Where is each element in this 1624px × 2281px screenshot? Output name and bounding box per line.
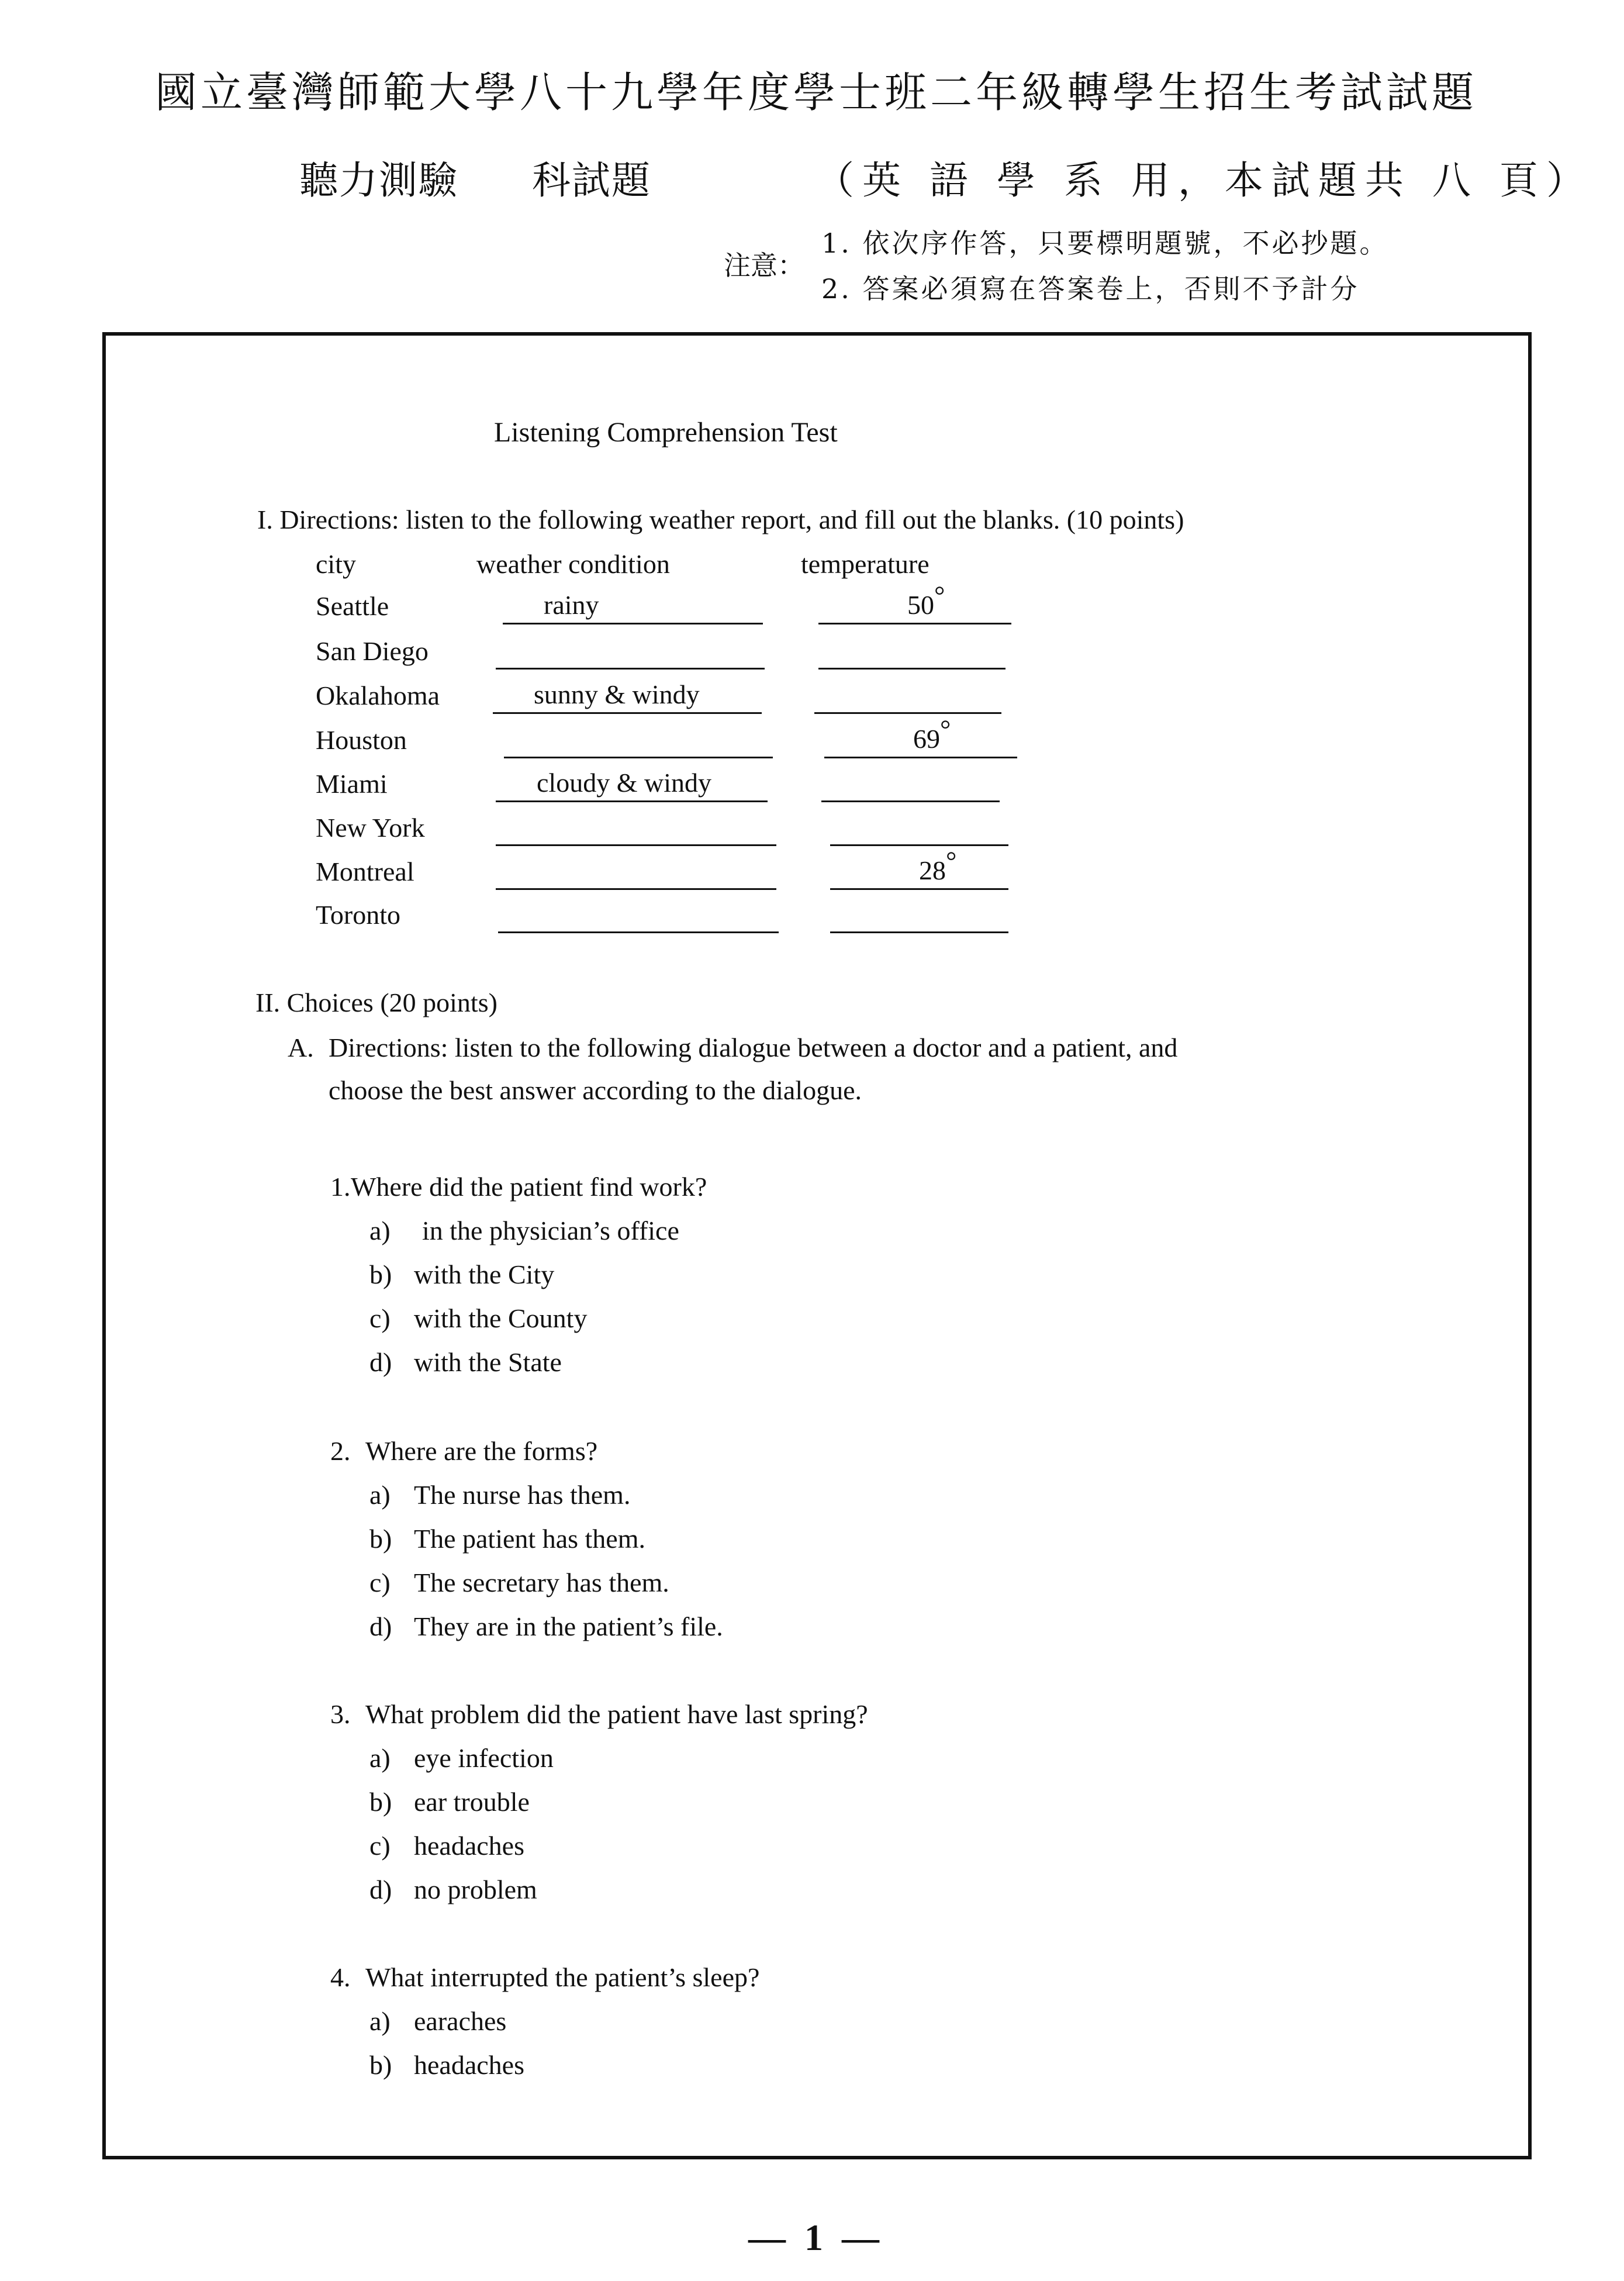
- temperature-value: 28: [919, 855, 946, 885]
- temperature-blank: [830, 897, 1008, 933]
- city-name: New York: [316, 813, 425, 843]
- weather-blank: [496, 633, 765, 670]
- weather-blank: [504, 722, 773, 758]
- weather-blank: [503, 588, 763, 624]
- column-header-weather: weather condition: [476, 549, 670, 579]
- option-letter: a): [369, 1216, 391, 1245]
- option-letter: b): [369, 1787, 392, 1817]
- page-number: — 1 —: [748, 2217, 884, 2258]
- question-number: 3.: [330, 1699, 351, 1729]
- column-header-city: city: [316, 549, 356, 579]
- option-letter: c): [369, 1303, 391, 1333]
- weather-answer: sunny & windy: [534, 679, 700, 709]
- degree-symbol: °: [946, 846, 957, 876]
- option-letter: a): [369, 1743, 391, 1773]
- exam-subject: 聽力測驗: [299, 158, 458, 203]
- option-letter: c): [369, 1831, 391, 1861]
- notice-item: 2. 答案必須寫在答案卷上，否則不予計分: [821, 273, 1360, 305]
- weather-blank: [498, 897, 779, 933]
- temperature-blank: [818, 633, 1006, 670]
- temperature-blank: [830, 846, 1008, 890]
- temperature-blank: [830, 810, 1008, 846]
- option-text: with the State: [414, 1347, 562, 1377]
- section1-directions: I. Directions: listen to the following weather report, and fill out the blanks. (10 points): [257, 505, 1184, 534]
- weather-blank: [496, 766, 768, 802]
- city-name: Seattle: [316, 591, 389, 621]
- section2-title: II. Choices (20 points): [255, 988, 497, 1017]
- city-name: Miami: [316, 769, 388, 799]
- column-header-temperature: temperature: [801, 549, 930, 579]
- weather-blank: [493, 678, 762, 714]
- option-letter: d): [369, 1611, 392, 1641]
- part-a-label: A.: [288, 1033, 314, 1062]
- city-name: Montreal: [316, 857, 414, 886]
- weather-answer: rainy: [544, 590, 599, 620]
- temperature-blank: [818, 580, 1011, 624]
- question-text: Where did the patient find work?: [351, 1172, 707, 1202]
- question-text: What interrupted the patient’s sleep?: [365, 1962, 760, 1992]
- option-text: with the City: [414, 1259, 555, 1289]
- temperature-blank: [821, 766, 1000, 802]
- degree-symbol: °: [934, 580, 945, 610]
- temperature-value: 50: [907, 590, 934, 620]
- temperature-answer: [913, 714, 951, 754]
- city-name: San Diego: [316, 636, 429, 666]
- city-name: Toronto: [316, 900, 400, 930]
- question-number: 4.: [330, 1962, 351, 1992]
- city-name: Houston: [316, 725, 407, 755]
- option-text: earaches: [414, 2006, 507, 2036]
- option-letter: c): [369, 1568, 391, 1597]
- exam-subject-suffix: 科試題: [532, 158, 651, 203]
- option-text: They are in the patient’s file.: [414, 1611, 723, 1641]
- option-text: The patient has them.: [414, 1524, 645, 1554]
- temperature-blank: [824, 714, 1017, 758]
- department-page-note: （英 語 學 系 用，本試題共 八 頁）: [816, 158, 1593, 203]
- option-text: no problem: [414, 1875, 537, 1904]
- option-letter: a): [369, 1480, 391, 1510]
- option-text: The secretary has them.: [414, 1568, 669, 1597]
- question-text: What problem did the patient have last spring?: [365, 1699, 868, 1729]
- weather-blank: [496, 810, 776, 846]
- part-a-directions: Directions: listen to the following dialogue between a doctor and a patient, and: [329, 1033, 1178, 1062]
- weather-answer: cloudy & windy: [537, 768, 711, 798]
- option-letter: d): [369, 1347, 392, 1377]
- degree-symbol: °: [940, 714, 951, 744]
- option-text: ear trouble: [414, 1787, 530, 1817]
- option-letter: d): [369, 1875, 392, 1904]
- notice-label: 注意：: [724, 250, 804, 281]
- test-title: Listening Comprehension Test: [494, 417, 838, 448]
- city-name: Okalahoma: [316, 681, 440, 710]
- weather-blank: [496, 854, 776, 890]
- option-text: The nurse has them.: [414, 1480, 631, 1510]
- option-text: headaches: [414, 2050, 524, 2080]
- option-letter: a): [369, 2006, 391, 2036]
- option-text: with the County: [414, 1303, 588, 1333]
- temperature-answer: [919, 846, 957, 886]
- option-letter: b): [369, 1524, 392, 1554]
- option-letter: b): [369, 2050, 392, 2080]
- option-letter: b): [369, 1259, 392, 1289]
- option-text: headaches: [414, 1831, 524, 1861]
- part-a-directions: choose the best answer according to the dialogue.: [329, 1075, 862, 1105]
- question-number: 2.: [330, 1436, 351, 1466]
- temperature-answer: [907, 580, 945, 620]
- question-text: Where are the forms?: [365, 1436, 598, 1466]
- option-text: in the physician’s office: [422, 1216, 679, 1245]
- temperature-blank: [814, 678, 1001, 714]
- option-text: eye infection: [414, 1743, 554, 1773]
- exam-school-title: 國立臺灣師範大學八十九學年度學士班二年級轉學生招生考試試題: [155, 68, 1478, 117]
- question-number: 1.: [330, 1172, 351, 1202]
- temperature-value: 69: [913, 724, 940, 754]
- notice-item: 1. 依次序作答，只要標明題號，不必抄題。: [821, 227, 1389, 259]
